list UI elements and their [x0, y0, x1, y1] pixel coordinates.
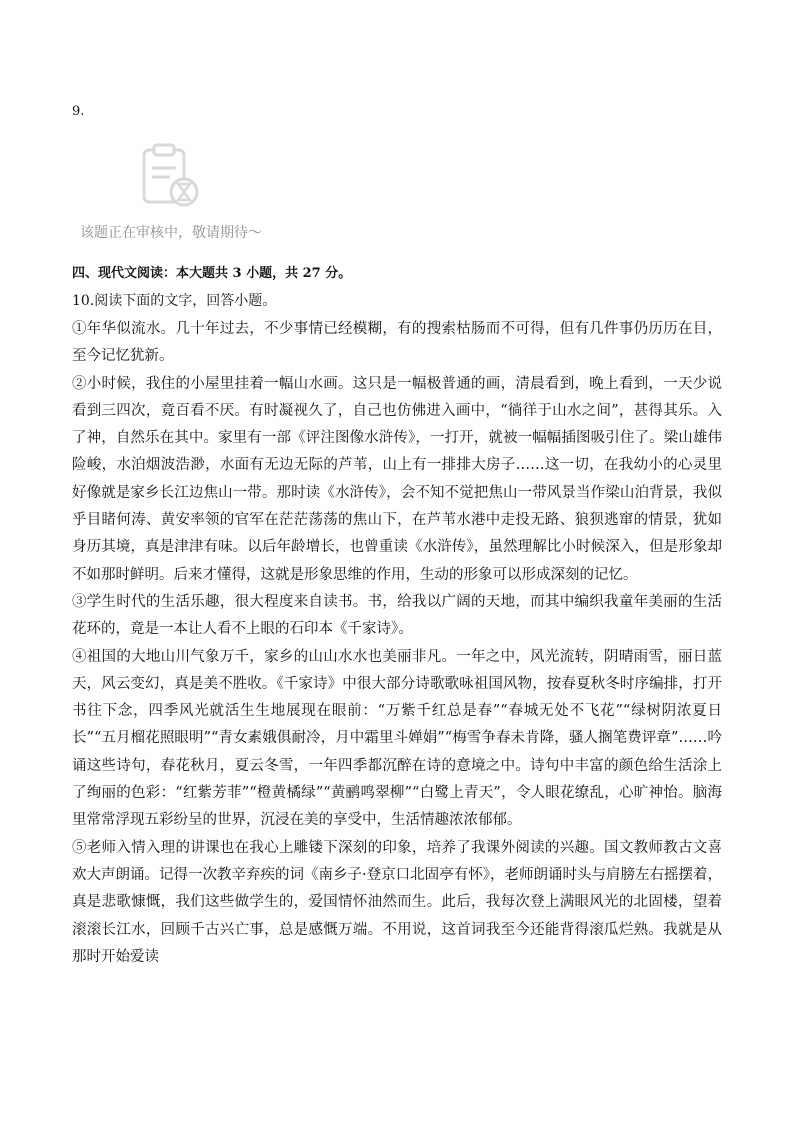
passage-paragraph-1: ①年华似流水。几十年过去，不少事情已经模糊，有的搜索枯肠而不可得，但有几件事仍历历在目，至今记忆犹新。 [72, 321, 722, 365]
section-heading: 四、现代文阅读：本大题共 3 小题，共 27 分。 [72, 266, 352, 281]
passage-paragraph-4: ④祖国的大地山川气象万千，家乡的山山水水也美丽非凡。一年之中，风光流转，阴晴雨雪，丽日蓝天，风云变幻，真是美不胜收。《千家诗》中很大部分诗歌歌咏祖国风物，按春夏秋冬时序编排，打开书往下念，四季风光就活生生地展现在眼前：“万紫千红总是春”“春城无处不飞花”“绿树阴浓夏日长”“五月榴花照眼明”“青女素娥俱耐冷，月中霜里斗婵娟”“梅雪争春未肯降，骚人搁笔费评章”……吟诵这些诗句，春花秋月，夏云冬雪，一年四季都沉醉在诗的意境之中。诗句中丰富的颜色给生活涂上了绚丽的色彩：“红紫芳菲”“橙黄橘绿”“黄鹂鸣翠柳”“白鹭上青天”，令人眼花缭乱，心旷神怡。脑海里常常浮现五彩纷呈的世界，沉浸在美的享受中，生活情趣浓浓郁郁。 [72, 648, 722, 829]
passage-paragraph-5: ⑤老师入情入理的讲课也在我心上雕镂下深刻的印象，培养了我课外阅读的兴趣。国文教师教古文喜欢大声朗诵。记得一次教辛弃疾的词《南乡子·登京口北固亭有怀》，老师朗诵时头与肩膀左右摇摆着，真是悲歌慷慨，我们这些做学生的，爱国情怀油然而生。此后，我每次登上满眼风光的北固楼，望着滚滚长江水，回顾千古兴亡事，总是感慨万端。不用说，这首词我至今还能背得滚瓜烂熟。我就是从那时开始爱读 [72, 839, 722, 965]
clipboard-hourglass-icon [138, 142, 202, 208]
review-placeholder [80, 142, 280, 242]
reading-passage [72, 316, 722, 971]
question-10-prompt: 10.阅读下面的文字，回答小题。 [72, 293, 277, 309]
review-message: 该题正在审核中，敬请期待～ [80, 225, 262, 241]
passage-paragraph-3: ③学生时代的生活乐趣，很大程度来自读书。书，给我以广阔的天地，而其中编织我童年美丽的生活花环的，竟是一本让人看不上眼的石印本《千家诗》。 [72, 593, 722, 638]
question-9-number: 9. [72, 104, 85, 119]
passage-paragraph-2: ②小时候，我住的小屋里挂着一幅山水画。这只是一幅极普通的画，清晨看到，晚上看到，一天少说看到三四次，竟百看不厌。有时凝视久了，自己也仿佛进入画中，“徜徉于山水之间”，甚得其乐。入了神，自然乐在其中。家里有一部《评注图像水浒传》，一打开，就被一幅幅插图吸引住了。梁山雄伟险峻，水泊烟波浩渺，水面有无边无际的芦苇，山上有一排排大房子……这一切，在我幼小的心灵里好像就是家乡长江边焦山一带。那时读《水浒传》，会不知不觉把焦山一带风景当作梁山泊背景，我似乎目睹何涛、黄安率领的官军在茫茫荡荡的焦山下，在芦苇水港中走投无路、狼狈逃窜的情景，犹如身历其境，真是津津有味。以后年龄增长，也曾重读《水浒传》，虽然理解比小时候深入，但是形象却不如那时鲜明。后来才懂得，这就是形象思维的作用，生动的形象可以形成深刻的记忆。 [72, 375, 722, 583]
